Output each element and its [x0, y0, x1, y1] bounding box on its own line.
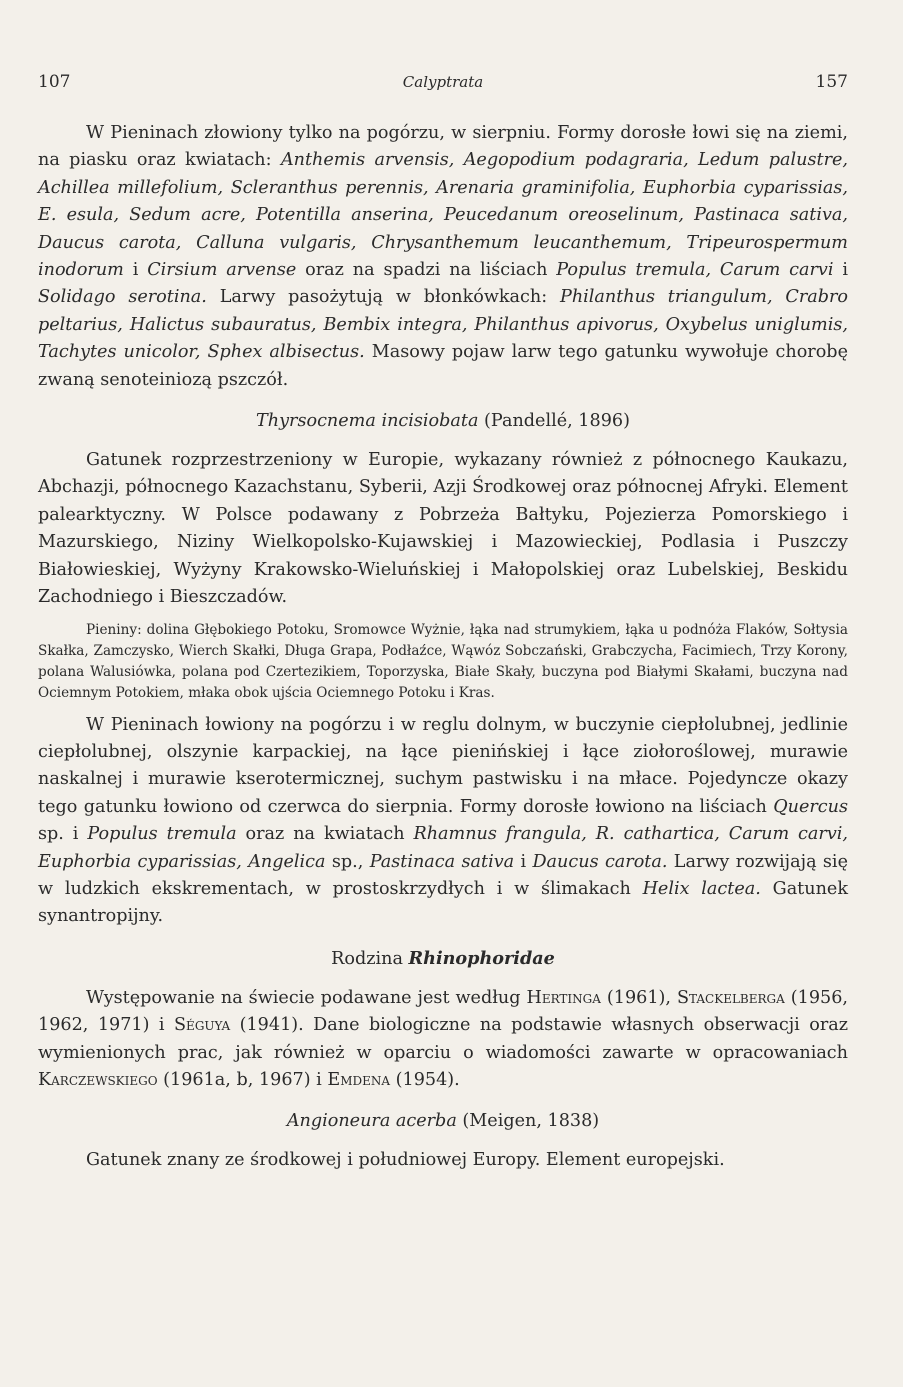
- italic-taxon: Philanthus triangulum, Crabro peltarius, Halictus subauratus, Bembix integra, Philanthus apivorus, Oxybelus uniglumis, Tachytes unicolor, Sphex albisectus.: [38, 287, 848, 363]
- family-prefix: Rodzina: [331, 948, 403, 969]
- text-run: Gatunek synantropijny.: [38, 878, 848, 927]
- species-name: Angioneura acerba: [286, 1111, 457, 1132]
- paragraph-localities: Pieniny: dolina Głębokiego Potoku, Sromowce Wyżnie, łąka nad strumykiem, łąka u podnóża Flaków, Sołtysia Skałka, Zamczysko, Wierch Skałki, Długa Grapa, Podłaźce, Wąwóz Sobczański, Grabczycha, Facimiech, Trzy Korony, polana Walusiówka, polana pod Czertezikiem, Toporzyska, Białe Skały, buczyna pod Białymi Skałami, buczyna nad Ociemnym Potokiem, młaka obok ujścia Ociemnego Potoku i Kras.: [38, 621, 848, 701]
- document-page: [38, 72, 848, 1175]
- author-citation: Emdena: [327, 1069, 391, 1090]
- text-run: (1941). Dane biologiczne na podstawie własnych obserwacji oraz wymienionych prac, jak również w oparciu o wiadomości zawarte w opracowaniach: [38, 1015, 848, 1063]
- author-citation: Stackelberga: [676, 987, 785, 1008]
- italic-taxon: Anthemis arvensis, Aegopodium podagraria, Ledum palustre, Achillea millefolium, Scleranthus perennis, Arenaria graminifolia, Euphorbia cyparissias, E. esula, Sedum acre, Potentilla anserina, Peucedanum oreoselinum, Pastinaca sativa, Daucus carota, Calluna vulgaris, Chrysanthemum leucanthemum, Tripeurospermum inodorum: [38, 150, 848, 281]
- author-citation: Hertinga: [526, 987, 601, 1008]
- left-page-number: 107: [38, 72, 71, 92]
- species-name: Thyrsocnema incisiobata: [256, 411, 479, 432]
- family-name: Rhinophoridae: [408, 947, 555, 969]
- species-author: (Pandellé, 1896): [484, 411, 630, 432]
- author-citation: Karczewskiego: [38, 1069, 158, 1090]
- species-heading-thyrsocnema: [38, 408, 848, 435]
- family-heading: [38, 945, 848, 973]
- paragraph-biology-1: [38, 120, 848, 394]
- species-author: (Meigen, 1838): [462, 1111, 600, 1132]
- text-run: oraz na kwiatach: [236, 824, 414, 845]
- text-run: sp. i: [38, 824, 88, 845]
- running-title: Calyptrata: [402, 73, 484, 91]
- text-run: i: [514, 851, 533, 872]
- species-heading-angioneura: [38, 1108, 848, 1135]
- italic-taxon: Solidago serotina.: [38, 287, 207, 308]
- right-page-number: 157: [815, 72, 848, 92]
- text-run: oraz na spadzi na liściach: [296, 260, 557, 281]
- paragraph-family-sources: [38, 985, 848, 1095]
- text-run: (1954).: [390, 1069, 460, 1090]
- paragraph-range: Gatunek znany ze środkowej i południowej Europy. Element europejski.: [86, 1150, 725, 1171]
- italic-taxon: Populus tremula, Carum carvi: [556, 260, 834, 281]
- page-header: [38, 72, 848, 92]
- text-run: i: [123, 260, 148, 281]
- italic-taxon: Populus tremula: [87, 824, 237, 845]
- italic-taxon: Daucus carota.: [532, 851, 668, 872]
- paragraph-habitat: [38, 712, 848, 931]
- italic-taxon: Cirsium arvense: [147, 260, 297, 281]
- italic-taxon: Quercus: [773, 796, 848, 817]
- author-citation: Séguya: [174, 1015, 231, 1036]
- text-run: Larwy pasożytują w błonkówkach:: [206, 287, 560, 308]
- paragraph-distribution: Gatunek rozprzestrzeniony w Europie, wykazany również z północnego Kaukazu, Abchazji, północnego Kazachstanu, Syberii, Azji Środkowej oraz północnej Afryki. Element palearktyczny. W Polsce podawany z Pobrzeża Bałtyku, Pojezierza Pomorskiego i Mazurskiego, Niziny Wielkopolsko-Kujawskiej i Mazowieckiej, Podlasia i Puszczy Białowieskiej, Wyżyny Krakowsko-Wieluńskiej i Małopolskiej oraz Lubelskiej, Beskidu Zachodniego i Bieszczadów.: [38, 450, 848, 608]
- text-run: W Pieninach łowiony na pogórzu i w reglu dolnym, w buczynie ciepłolubnej, jedlinie ciepłolubnej, olszynie karpackiej, na łące pienińskiej i łące ziołoroślowej, murawie naskalnej i murawie kserotermicznej, suchym pastwisku i na młace. Pojedyncze okazy tego gatunku łowiono od czerwca do sierpnia. Formy dorosłe łowiono na liściach: [38, 714, 848, 817]
- italic-taxon: Pastinaca sativa: [369, 851, 515, 872]
- text-run: i: [833, 260, 848, 281]
- text-run: (1961),: [600, 987, 677, 1008]
- italic-taxon: Helix lactea.: [642, 878, 761, 899]
- text-run: W Pieninach złowiony tylko na pogórzu, w sierpniu. Formy dorosłe łowi się na ziemi, na piasku oraz kwiatach:: [38, 123, 848, 171]
- text-run: Masowy pojaw larw tego gatunku wywołuje chorobę zwaną senoteiniozą pszczół.: [38, 342, 848, 390]
- text-run: (1961a, b, 1967) i: [157, 1069, 328, 1090]
- italic-taxon: Rhamnus frangula, R. cathartica, Carum carvi, Euphorbia cyparissias, Angelica: [38, 824, 848, 872]
- text-run: sp.,: [325, 851, 370, 872]
- text-run: Larwy rozwijają się w ludzkich ekskrementach, w prostoskrzydłych i w ślimakach: [38, 851, 848, 899]
- text-run: Występowanie na świecie podawane jest według: [86, 987, 527, 1008]
- text-run: (1956, 1962, 1971) i: [38, 987, 849, 1036]
